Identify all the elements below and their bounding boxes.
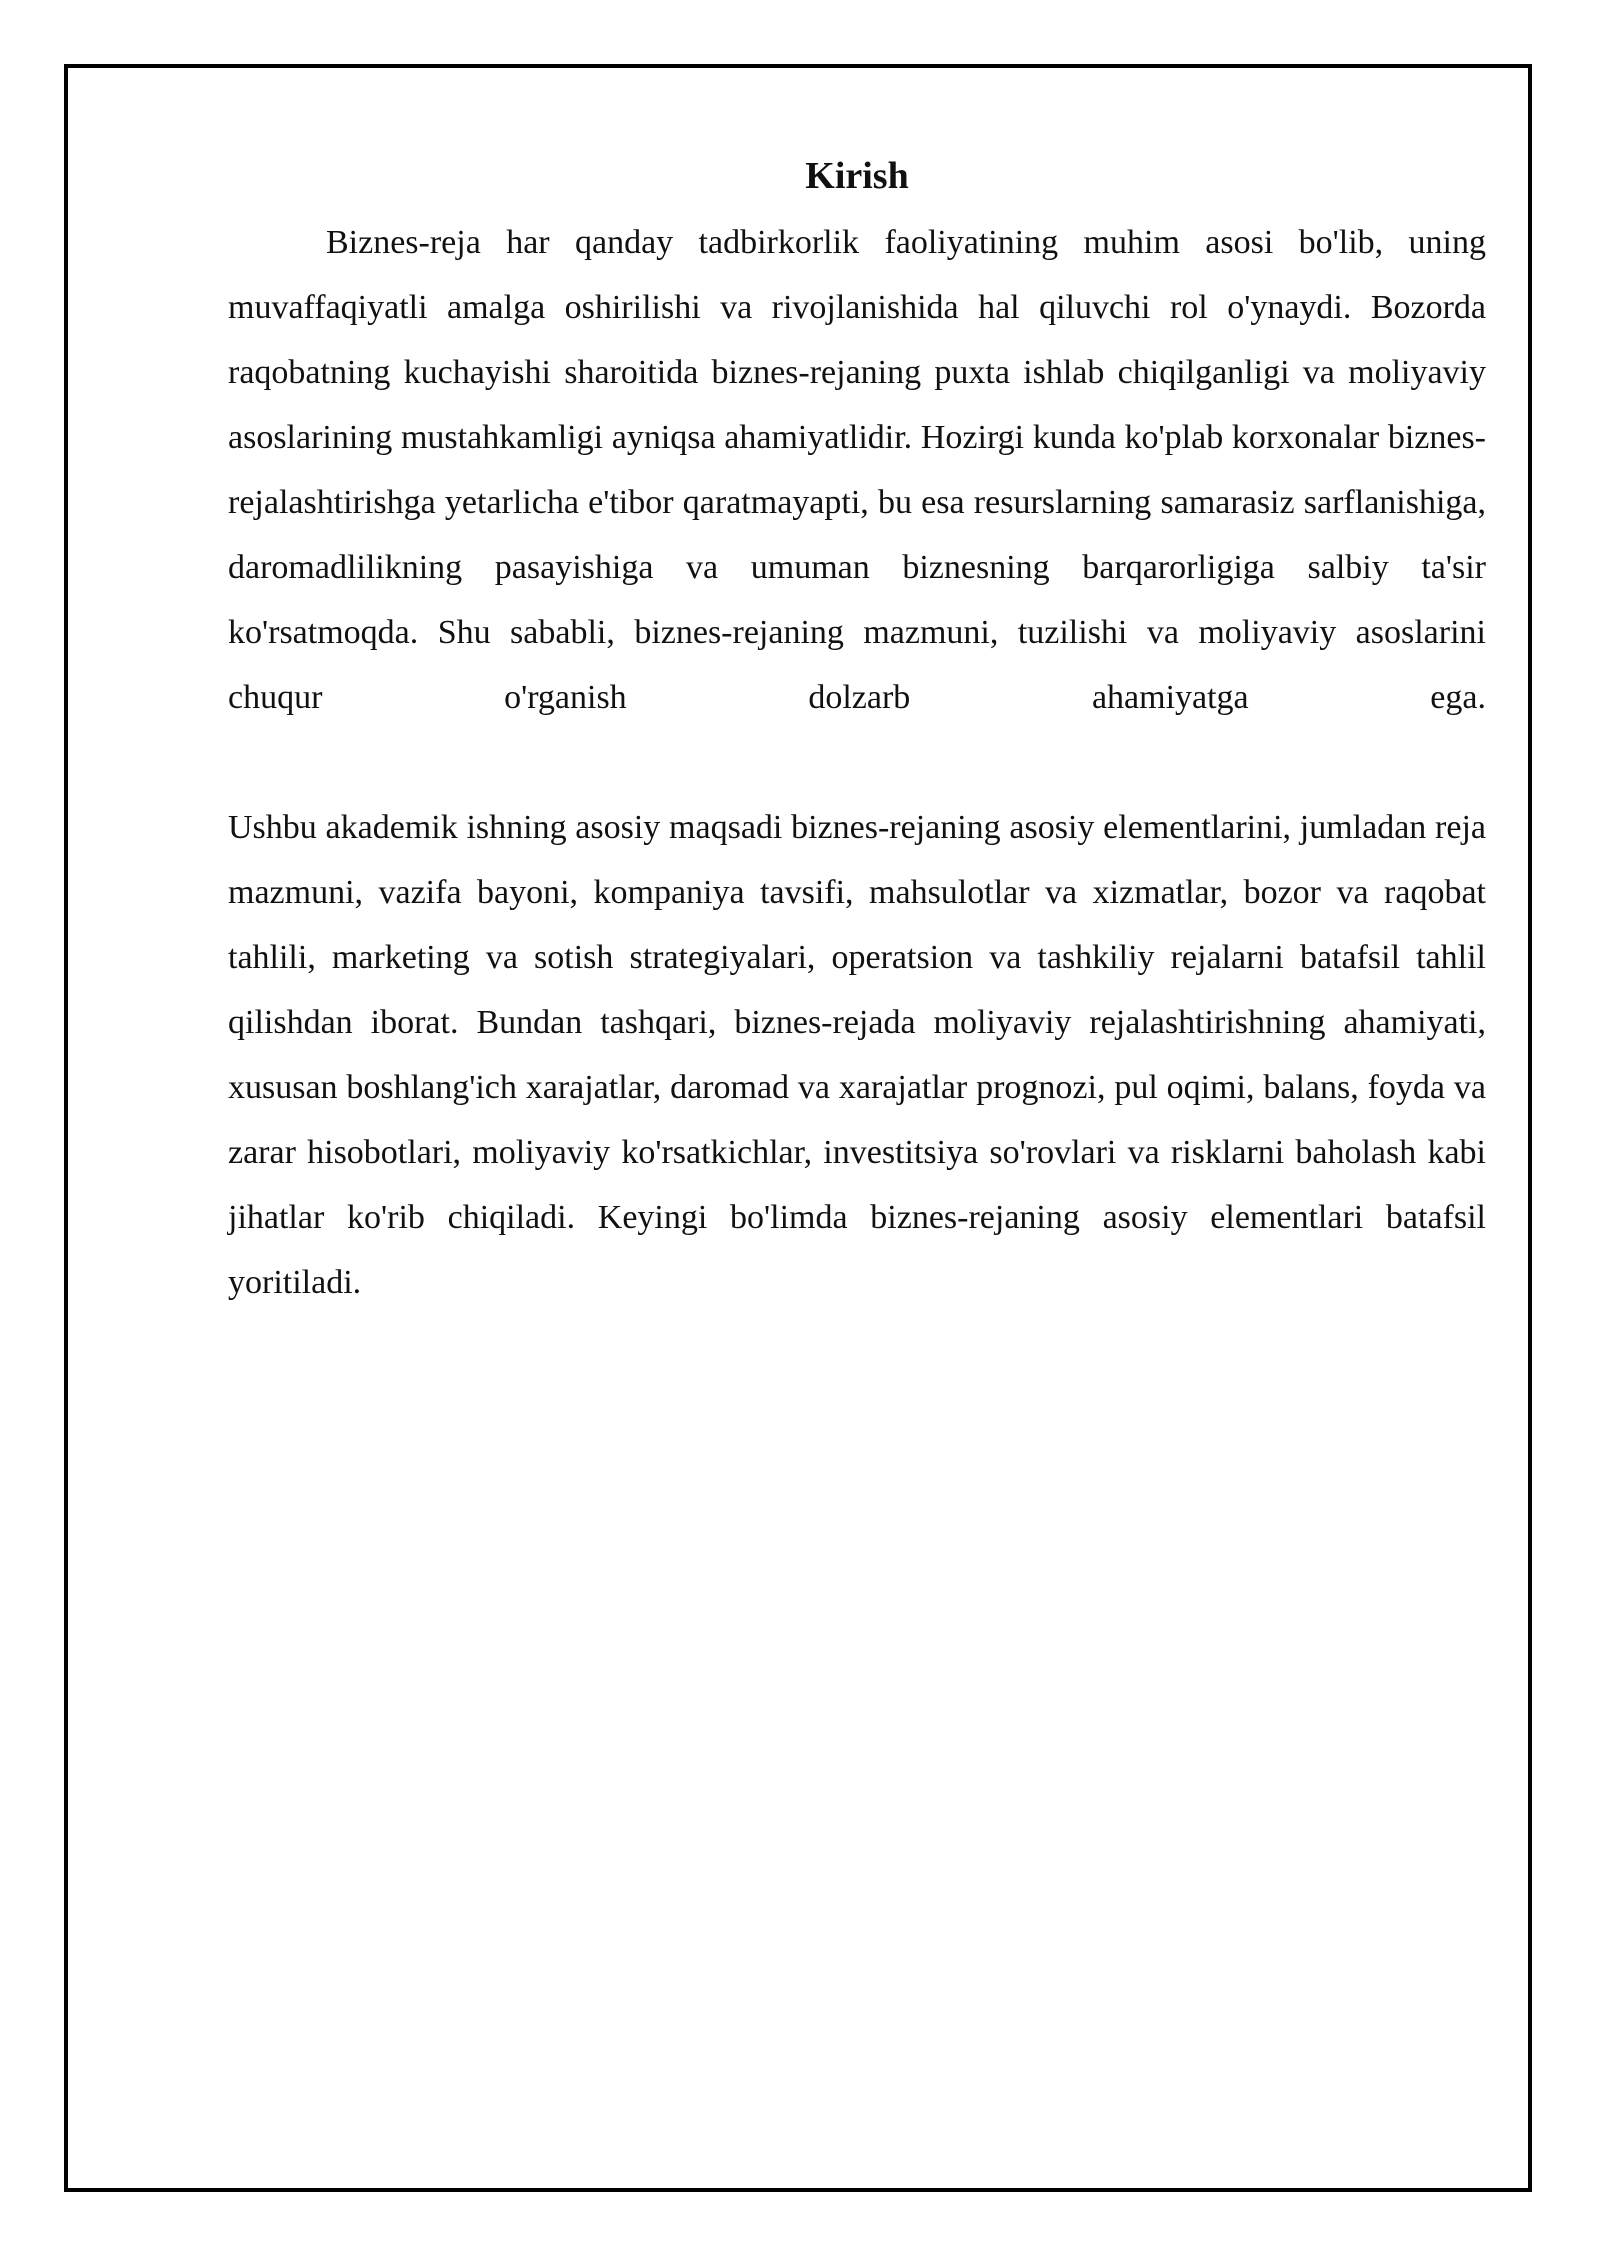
document-title: Kirish — [805, 155, 909, 197]
paragraph-introduction: Biznes-reja har qanday tadbirkorlik faoliyatining muhim asosi bo'lib, uning muvaffaqiyatli amalga oshirilishi va rivojlanishida hal qiluvchi rol o'ynaydi. Bozorda raqobatning kuchayishi sharoitida biznes-rejaning puxta ishlab chiqilganligi va moliyaviy asoslarining mustahkamligi ayniqsa ahamiyatlidir. Hozirgi kunda ko'plab korxonalar biznes-rejalashtirishga yetarlicha e'tibor qaratmayapti, bu esa resurslarning samarasiz sarflanishiga, daromadlilikning pasayishiga va umuman biznesning barqarorligiga salbiy ta'sir ko'rsatmoqda. Shu sababli, biznes-rejaning mazmuni, tuzilishi va moliyaviy asoslarini chuqur o'rganish dolzarb ahamiyatga ega. — [228, 224, 1486, 716]
document-body — [228, 148, 1486, 1315]
paragraph-objectives: Ushbu akademik ishning asosiy maqsadi biznes-rejaning asosiy elementlarini, jumladan reja mazmuni, vazifa bayoni, kompaniya tavsifi, mahsulotlar va xizmatlar, bozor va raqobat tahlili, marketing va sotish strategiyalari, operatsion va tashkiliy rejalarni batafsil tahlil qilishdan iborat. Bundan tashqari, biznes-rejada moliyaviy rejalashtirishning ahamiyati, xususan boshlang'ich xarajatlar, daromad va xarajatlar prognozi, pul oqimi, balans, foyda va zarar hisobotlari, moliyaviy ko'rsatkichlar, investitsiya so'rovlari va risklarni baholash kabi jihatlar ko'rib chiqiladi. Keyingi bo'limda biznes-rejaning asosiy elementlari batafsil yoritiladi. — [228, 809, 1486, 1301]
